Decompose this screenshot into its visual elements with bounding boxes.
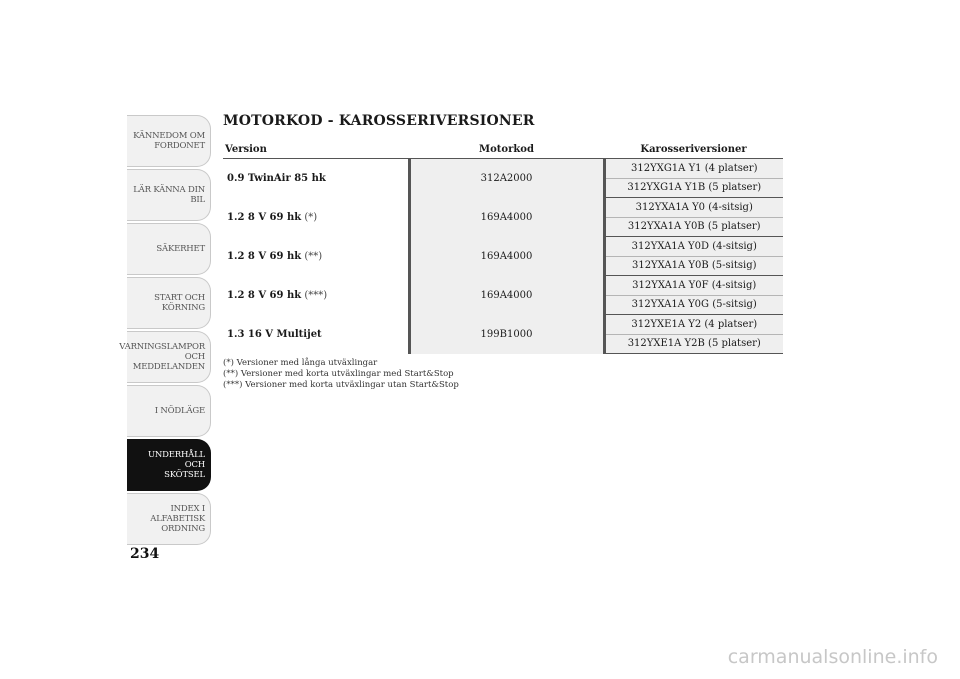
column-header-body: Karosseriversioner bbox=[604, 141, 783, 159]
version-cell: 1.2 8 V 69 hk (***) bbox=[223, 276, 409, 315]
version-cell: 0.9 TwinAir 85 hk bbox=[223, 159, 409, 198]
body-version-cell: 312YXE1A Y2 (4 platser) bbox=[604, 315, 783, 335]
motor-code-cell: 199B1000 bbox=[409, 315, 604, 354]
motor-code-cell: 169A4000 bbox=[409, 276, 604, 315]
table-row bbox=[223, 159, 783, 179]
column-header-version: Version bbox=[223, 141, 409, 159]
footnote-marker: (**) bbox=[304, 250, 323, 262]
nav-tab-sakerhet[interactable]: SÄKERHET bbox=[127, 223, 211, 275]
table-row bbox=[223, 237, 783, 257]
body-version-cell: 312YXA1A Y0F (4-sitsig) bbox=[604, 276, 783, 296]
body-version-cell: 312YXG1A Y1 (4 platser) bbox=[604, 159, 783, 179]
watermark: carmanualsonline.info bbox=[727, 646, 938, 668]
table-row bbox=[223, 315, 783, 335]
body-version-cell: 312YXG1A Y1B (5 platser) bbox=[604, 178, 783, 198]
version-cell: 1.3 16 V Multijet bbox=[223, 315, 409, 354]
section-title: MOTORKOD - KAROSSERIVERSIONER bbox=[223, 113, 535, 129]
motor-code-cell: 169A4000 bbox=[409, 237, 604, 276]
nav-tab-i-nodlage[interactable]: I NÖDLÄGE bbox=[127, 385, 211, 437]
table-header-row bbox=[223, 141, 783, 159]
nav-tab-index[interactable]: INDEX I ALFABETISK ORDNING bbox=[127, 493, 211, 545]
nav-tab-varningslampor[interactable]: VARNINGSLAMPOR OCH MEDDELANDEN bbox=[127, 331, 211, 383]
motor-code-cell: 312A2000 bbox=[409, 159, 604, 198]
body-version-cell: 312YXA1A Y0B (5-sitsig) bbox=[604, 256, 783, 276]
nav-tab-kannedom-om-fordonet[interactable]: KÄNNEDOM OM FORDONET bbox=[127, 115, 211, 167]
footnote: (**) Versioner med korta utväxlingar med Start&Stop bbox=[223, 369, 454, 379]
footnotes bbox=[223, 358, 459, 391]
footnote-marker: (***) bbox=[304, 289, 328, 301]
version-cell: 1.2 8 V 69 hk (**) bbox=[223, 237, 409, 276]
page-number: 234 bbox=[130, 546, 160, 562]
column-header-motor: Motorkod bbox=[409, 141, 604, 159]
footnote: (***) Versioner med korta utväxlingar utan Start&Stop bbox=[223, 380, 459, 390]
nav-tab-lar-kanna-din-bil[interactable]: LÄR KÄNNA DIN BIL bbox=[127, 169, 211, 221]
nav-tab-start-och-korning[interactable]: START OCH KÖRNING bbox=[127, 277, 211, 329]
body-version-cell: 312YXA1A Y0 (4-sitsig) bbox=[604, 198, 783, 218]
motor-code-cell: 169A4000 bbox=[409, 198, 604, 237]
body-version-cell: 312YXA1A Y0D (4-sitsig) bbox=[604, 237, 783, 257]
body-version-cell: 312YXA1A Y0B (5 platser) bbox=[604, 217, 783, 237]
footnote: (*) Versioner med långa utväxlingar bbox=[223, 358, 378, 368]
body-version-cell: 312YXA1A Y0G (5-sitsig) bbox=[604, 295, 783, 315]
table-row bbox=[223, 198, 783, 218]
footnote-marker: (*) bbox=[304, 211, 318, 223]
engine-body-table bbox=[223, 141, 783, 354]
version-cell: 1.2 8 V 69 hk (*) bbox=[223, 198, 409, 237]
body-version-cell: 312YXE1A Y2B (5 platser) bbox=[604, 334, 783, 354]
nav-tab-underhall-och-skotsel[interactable]: UNDERHÅLL OCH SKÖTSEL bbox=[127, 439, 211, 491]
table-row bbox=[223, 276, 783, 296]
